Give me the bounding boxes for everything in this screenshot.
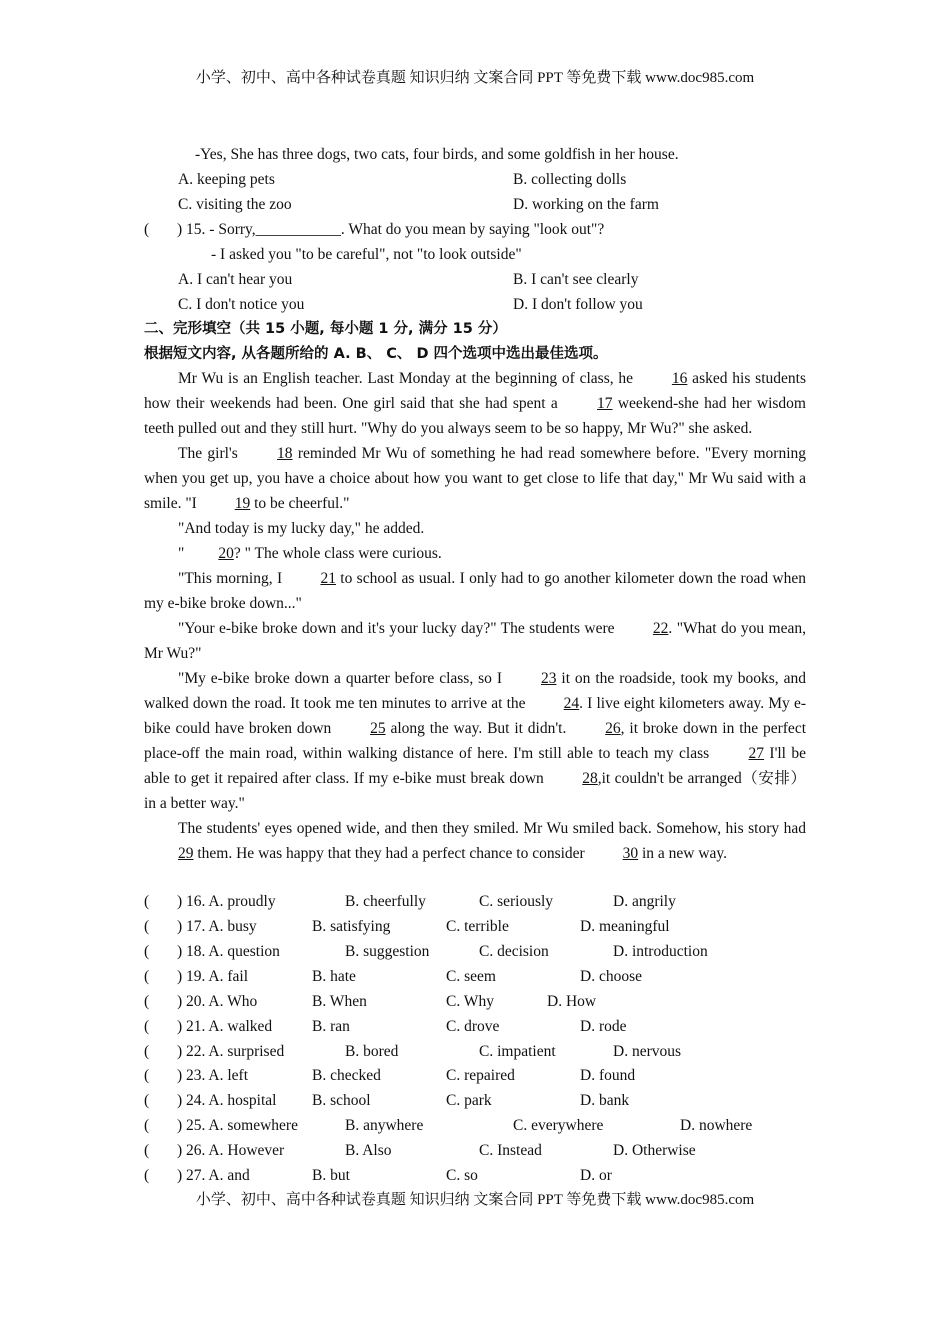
passage-paragraph-1: Mr Wu is an English teacher. Last Monday at the beginning of class, he 16 asked his students how their weekends had been. One girl said that she had spent a 17 weekend-she had her wisdom teeth pulled out and they still hurt. "Why do you always seem to be so happy, Mr Wu?" she asked.: [144, 370, 806, 437]
question-row-25: ( ) 25. A. somewhere B. anywhere C. everywhere D. nowhere: [144, 1115, 844, 1137]
q14-option-b: B. collecting dolls: [513, 171, 627, 188]
question-row-26: ( ) 26. A. However B. Also C. Instead D. Otherwise: [144, 1140, 844, 1162]
q15-option-d: D. I don't follow you: [513, 296, 643, 313]
page-header: 小学、初中、高中各种试卷真题 知识归纳 文案合同 PPT 等免费下载 www.doc985.com: [195, 70, 755, 86]
question-row-21: ( ) 21. A. walked B. ran C. drove D. rode: [144, 1016, 844, 1038]
q15-option-a: A. I can't hear you: [178, 271, 293, 288]
answer-paren: (: [144, 1067, 150, 1084]
question-row-24: ( ) 24. A. hospital B. school C. park D. bank: [144, 1090, 844, 1112]
answer-paren: (: [144, 1092, 150, 1109]
cloze-passage: [144, 366, 806, 866]
answer-paren: (: [144, 1018, 150, 1035]
q15-paren: (: [144, 221, 150, 238]
answer-paren: (: [144, 918, 150, 935]
answer-paren: (: [144, 968, 150, 985]
question-row-23: ( ) 23. A. left B. checked C. repaired D. found: [144, 1065, 844, 1087]
q15-line2: - I asked you "to be careful", not "to look outside": [211, 246, 522, 263]
passage-paragraph-6: "Your e-bike broke down and it's your lucky day?" The students were 22. "What do you mean, Mr Wu?": [144, 620, 806, 662]
section-title: 二、完形填空（共 15 小题, 每小题 1 分, 满分 15 分）: [144, 321, 507, 337]
question-row-17: ( ) 17. A. busy B. satisfying C. terrible D. meaningful: [144, 916, 844, 938]
q14-answer-line: -Yes, She has three dogs, two cats, four birds, and some goldfish in her house.: [195, 146, 679, 163]
question-row-19: ( ) 19. A. fail B. hate C. seem D. choose: [144, 966, 844, 988]
passage-paragraph-3: "And today is my lucky day," he added.: [178, 520, 425, 537]
q14-option-c: C. visiting the zoo: [178, 196, 292, 213]
answer-paren: (: [144, 1043, 150, 1060]
passage-paragraph-8: The students' eyes opened wide, and then they smiled. Mr Wu smiled back. Somehow, his story had 29 them. He was happy that they had a perfect chance to consider 30 in a new way.: [178, 820, 806, 862]
passage-paragraph-2: The girl's 18 reminded Mr Wu of something he had read somewhere before. "Every morning when you get up, you have a choice about how you want to get close to life that day," Mr Wu said with a smile. "I 19 to be cheerful.": [144, 445, 807, 512]
question-row-20: ( ) 20. A. Who B. When C. Why D. How: [144, 991, 844, 1013]
answer-paren: (: [144, 943, 150, 960]
question-row-16: ( ) 16. A. proudly B. cheerfully C. seriously D. angrily: [144, 891, 844, 913]
q14-option-d: D. working on the farm: [513, 196, 659, 213]
answer-paren: (: [144, 1142, 150, 1159]
q15-option-b: B. I can't see clearly: [513, 271, 639, 288]
answer-paren: (: [144, 993, 150, 1010]
question-row-18: ( ) 18. A. question B. suggestion C. decision D. introduction: [144, 941, 844, 963]
q15-option-c: C. I don't notice you: [178, 296, 305, 313]
page-footer: 小学、初中、高中各种试卷真题 知识归纳 文案合同 PPT 等免费下载 www.doc985.com: [195, 1192, 755, 1208]
passage-paragraph-7: "My e-bike broke down a quarter before class, so I 23 it on the roadside, took my books, and walked down the road. It took me ten minutes to arrive at the 24. I live eight kilometers away. My e-bike could have broken down 25 along the way. But it didn't. 26, it broke down in the perfect place-off the main road, within walking distance of here. I'm still able to teach my class 27 I'll be able to get it repaired after class. If my e-bike must break down 28,it couldn't be arranged（安排）in a better way.": [144, 670, 806, 812]
q15-stem: ) 15. - Sorry,___________. What do you mean by saying "look out"?: [177, 221, 605, 238]
answer-paren: (: [144, 893, 150, 910]
passage-paragraph-4: " 20? " The whole class were curious.: [178, 545, 442, 562]
answer-paren: (: [144, 1167, 150, 1184]
q14-option-a: A. keeping pets: [178, 171, 275, 188]
question-row-27: ( ) 27. A. and B. but C. so D. or: [144, 1165, 844, 1187]
question-row-22: ( ) 22. A. surprised B. bored C. impatient D. nervous: [144, 1041, 844, 1063]
section-instruction: 根据短文内容, 从各题所给的 A. B、 C、 D 四个选项中选出最佳选项。: [144, 346, 608, 362]
answer-paren: (: [144, 1117, 150, 1134]
passage-paragraph-5: "This morning, I 21 to school as usual. I only had to go another kilometer down the road when my e-bike broke down...": [144, 570, 806, 612]
